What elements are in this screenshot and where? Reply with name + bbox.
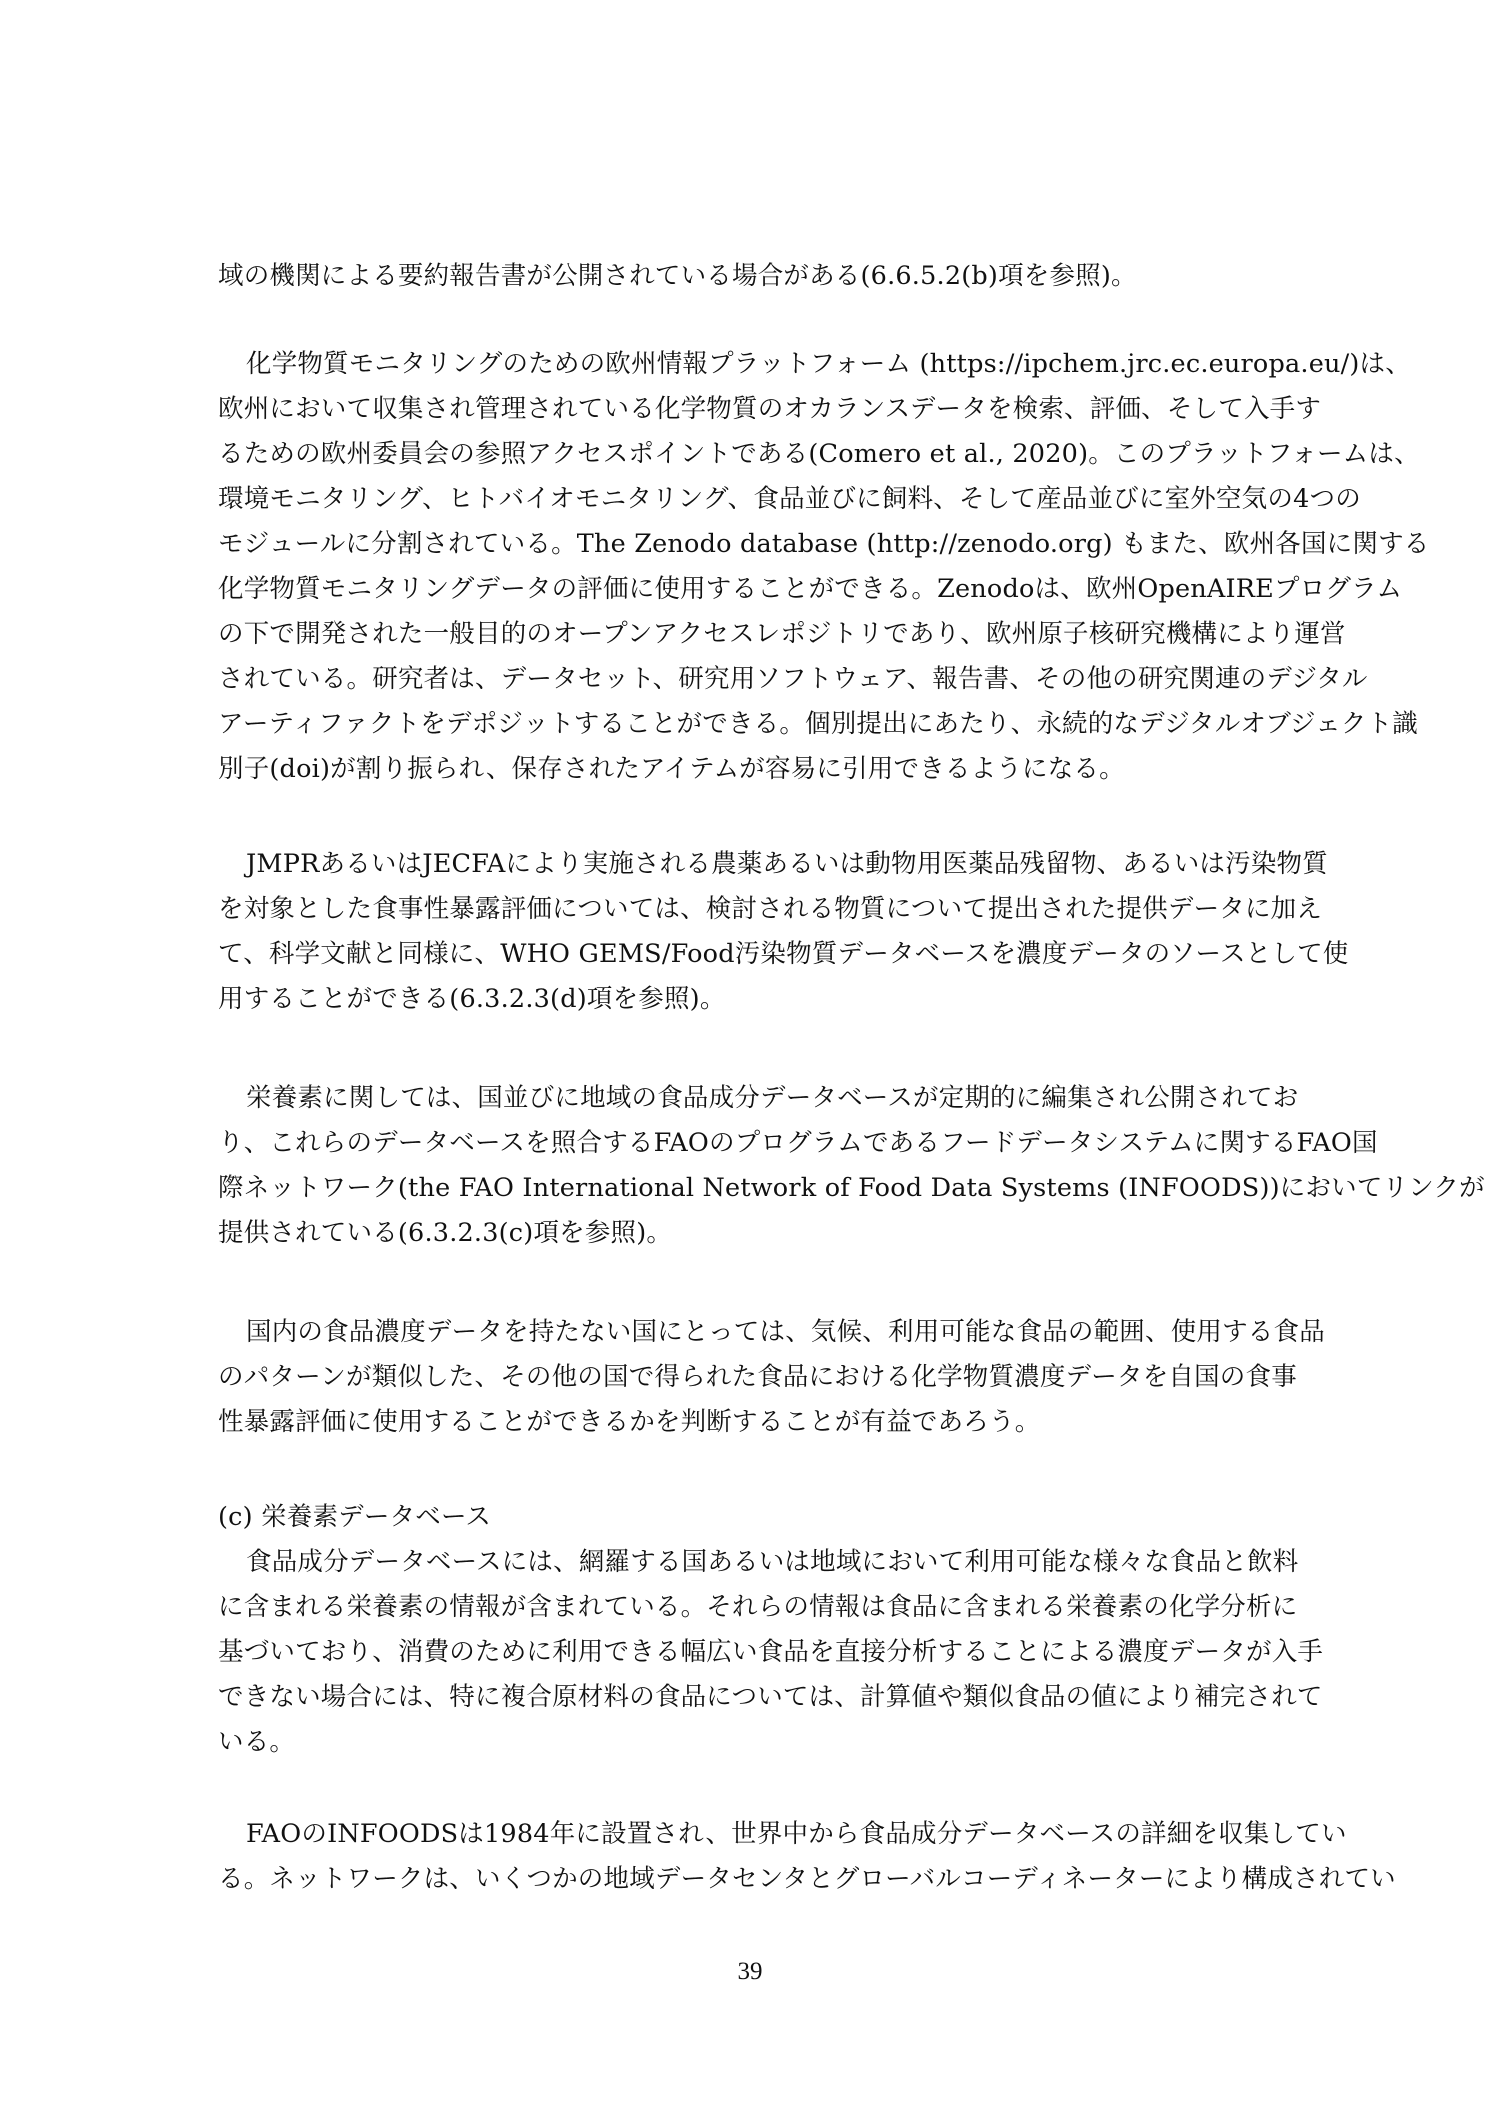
text-line: JMPRあるいはJECFAにより実施される農薬あるいは動物用医薬品残留物、あるいは汚染物質 xyxy=(246,849,1328,879)
text-line: 提供されている(6.3.2.3(c)項を参照)。 xyxy=(218,1218,673,1248)
text-line: の下で開発された一般目的のオープンアクセスレポジトリであり、欧州原子核研究機構により運営 xyxy=(218,619,1346,649)
section-heading xyxy=(218,1495,1294,1540)
text-line: 国内の食品濃度データを持たない国にとっては、気候、利用可能な食品の範囲、使用する食品 xyxy=(246,1317,1325,1347)
text-line: 食品成分データベースには、網羅する国あるいは地域において利用可能な様々な食品と飲料 xyxy=(246,1547,1299,1577)
text-line: 基づいており、消費のために利用できる幅広い食品を直接分析することによる濃度データが入手 xyxy=(218,1637,1324,1667)
text-line: いる。 xyxy=(218,1727,296,1757)
text-line: できない場合には、特に複合原材料の食品については、計算値や類似食品の値により補完されて xyxy=(218,1682,1323,1712)
text-line: 化学物質モニタリングのための欧州情報プラットフォーム (https://ipchem.jrc.ec.europa.eu/)は、 xyxy=(246,349,1411,379)
text-line: モジュールに分割されている。The Zenodo database (http://zenodo.org) もまた、欧州各国に関する xyxy=(218,529,1430,559)
text-line: 化学物質モニタリングデータの評価に使用することができる。Zenodoは、欧州OpenAIREプログラム xyxy=(218,574,1403,604)
text-line: 際ネットワーク(the FAO International Network of Food Data Systems (INFOODS))においてリンクが xyxy=(218,1173,1485,1203)
section-heading-text: (c) 栄養素データベース xyxy=(218,1502,492,1532)
text-line: FAOのINFOODSは1984年に設置され、世界中から食品成分データベースの詳細を収集してい xyxy=(246,1819,1347,1849)
text-line: 別子(doi)が割り振られ、保存されたアイテムが容易に引用できるようになる。 xyxy=(218,754,1125,784)
page-number: 39 xyxy=(737,1958,763,1985)
text-line: アーティファクトをデポジットすることができる。個別提出にあたり、永続的なデジタルオブジェクト識 xyxy=(218,709,1418,739)
paragraph-continuation xyxy=(218,254,1294,299)
text-line: 欧州において収集され管理されている化学物質のオカランスデータを検索、評価、そして入手す xyxy=(218,394,1322,424)
text-line: る。ネットワークは、いくつかの地域データセンタとグローバルコーディネーターにより構成されてい xyxy=(218,1864,1396,1894)
text-line: 用することができる(6.3.2.3(d)項を参照)。 xyxy=(218,984,726,1014)
paragraph-infoods xyxy=(218,1076,1485,1256)
text-line: て、科学文献と同様に、WHO GEMS/Food汚染物質データベースを濃度データのソースとして使 xyxy=(218,939,1349,969)
text-line: 域の機関による要約報告書が公開されている場合がある(6.6.5.2(b)項を参照)。 xyxy=(218,261,1137,291)
text-line: 環境モニタリング、ヒトバイオモニタリング、食品並びに飼料、そして産品並びに室外空気の4つの xyxy=(218,484,1361,514)
text-line: されている。研究者は、データセット、研究用ソフトウェア、報告書、その他の研究関連のデジタル xyxy=(218,664,1368,694)
text-line: 栄養素に関しては、国並びに地域の食品成分データベースが定期的に編集され公開されてお xyxy=(246,1083,1299,1113)
text-line: のパターンが類似した、その他の国で得られた食品における化学物質濃度データを自国の食事 xyxy=(218,1362,1297,1392)
paragraph-ipchem xyxy=(218,342,1430,792)
paragraph-jmpr xyxy=(218,842,1349,1022)
paragraph-national-data xyxy=(218,1310,1325,1445)
text-line: 性暴露評価に使用することができるかを判断することが有益であろう。 xyxy=(218,1407,1041,1437)
text-line: り、これらのデータベースを照合するFAOのプログラムであるフードデータシステムに関するFAO国 xyxy=(218,1128,1378,1158)
text-line: るための欧州委員会の参照アクセスポイントである(Comero et al., 2020)。このプラットフォームは、 xyxy=(218,439,1420,469)
paragraph-nutrient-db xyxy=(218,1540,1324,1765)
paragraph-fao-infoods xyxy=(218,1812,1396,1902)
text-line: に含まれる栄養素の情報が含まれている。それらの情報は食品に含まれる栄養素の化学分析に xyxy=(218,1592,1298,1622)
text-line: を対象とした食事性暴露評価については、検討される物質について提出された提供データに加え xyxy=(218,894,1323,924)
